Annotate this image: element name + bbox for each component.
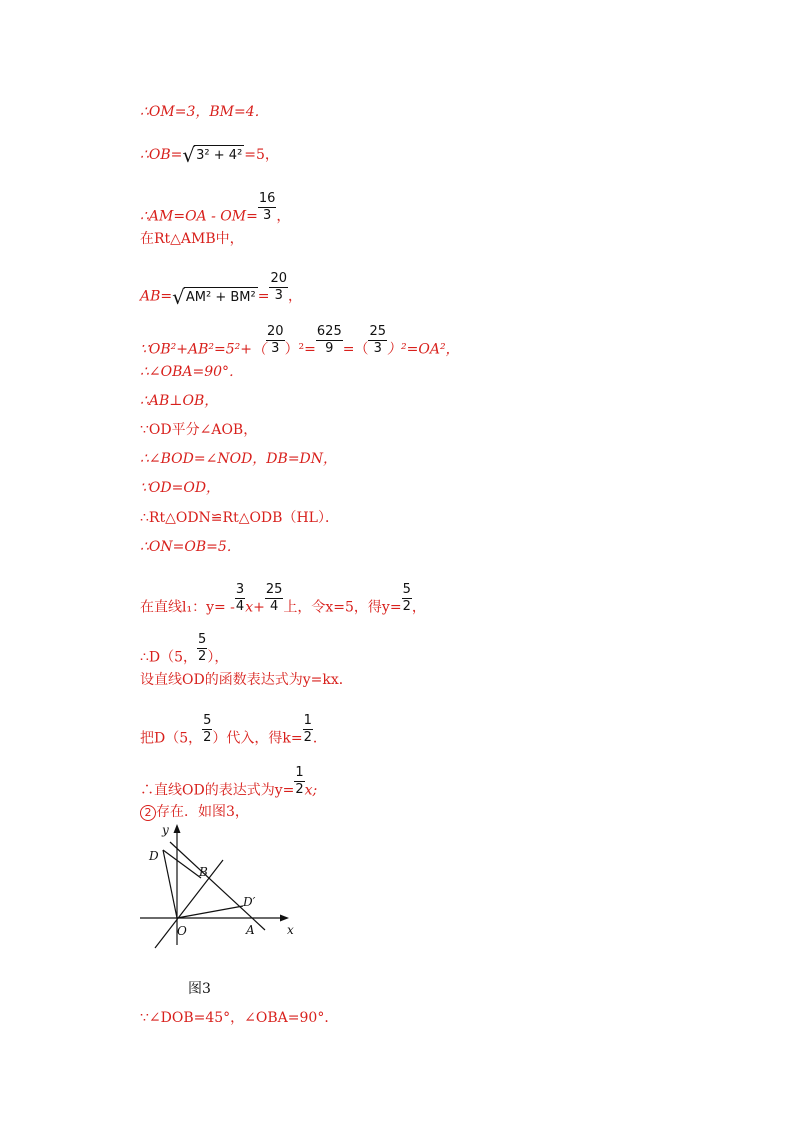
text-fragment: ， bbox=[276, 208, 291, 225]
label-o: O bbox=[177, 924, 187, 938]
segment-od bbox=[163, 850, 177, 918]
label-d: D bbox=[149, 849, 159, 863]
label-d-prime: D′ bbox=[243, 895, 256, 909]
solution-line-substitute bbox=[140, 713, 327, 755]
solution-line-point-d bbox=[140, 632, 229, 674]
solution-line-ob bbox=[140, 143, 279, 167]
fraction: $\frac{1}{2}$ bbox=[303, 713, 312, 745]
solution-line-angle-oba: ∴∠OBA=90°． bbox=[140, 364, 244, 380]
solution-line-set-od: 设直线OD的函数表达式为y=kx． bbox=[140, 672, 353, 688]
fraction: $\frac{5}{2}$ bbox=[402, 582, 411, 614]
solution-line-angle-bod: ∴∠BOD=∠NOD，DB=DN， bbox=[140, 451, 338, 467]
text-fragment: ）代入，得k= bbox=[212, 730, 303, 747]
y-axis-arrow bbox=[174, 824, 181, 833]
solution-line-part-2 bbox=[140, 804, 249, 821]
text-fragment: x; bbox=[304, 782, 318, 799]
text-fragment: 把D（5， bbox=[140, 730, 203, 747]
solution-line-congruent: ∴Rt△ODN≌Rt△ODB（HL）． bbox=[140, 510, 339, 526]
figure-caption: 图3 bbox=[188, 981, 211, 997]
circled-number-2: 2 bbox=[140, 805, 156, 821]
solution-line-ob-ab-squares bbox=[140, 324, 460, 366]
segment-db bbox=[163, 850, 201, 878]
figure-3-diagram bbox=[135, 820, 305, 950]
text-fragment: =5， bbox=[244, 147, 279, 163]
text-fragment: ∴AM=OA - OM= bbox=[140, 208, 258, 225]
solution-line-od-expression bbox=[140, 765, 318, 807]
text-fragment: 在直线l₁：y= - bbox=[140, 599, 235, 616]
text-fragment: ， bbox=[411, 599, 426, 616]
solution-line-rt-amb: 在Rt△AMB中， bbox=[140, 231, 244, 247]
solution-line-ab-perp-ob: ∴AB⊥OB， bbox=[140, 393, 219, 409]
label-y: y bbox=[162, 823, 169, 837]
solution-line-on-ob: ∴ON=OB=5． bbox=[140, 539, 241, 555]
text-fragment: 上，令x=5，得y= bbox=[283, 599, 402, 616]
solution-line-od-bisects: ∵OD平分∠AOB， bbox=[140, 422, 258, 438]
text-fragment: ）， bbox=[207, 649, 229, 666]
text-fragment: ）²= bbox=[284, 341, 316, 358]
label-b: B bbox=[199, 865, 208, 879]
solution-line-am bbox=[140, 191, 291, 233]
fraction: $\frac{625}{9}$ bbox=[316, 324, 342, 356]
line-ob bbox=[155, 860, 223, 948]
fraction: $\frac{5}{2}$ bbox=[198, 632, 207, 664]
solution-line-ab bbox=[140, 271, 302, 313]
text-fragment: ∴直线OD的表达式为y= bbox=[140, 782, 295, 799]
fraction: $\frac{5}{2}$ bbox=[203, 713, 212, 745]
solution-line-om-bm: ∴OM=3，BM=4． bbox=[140, 104, 269, 120]
text-fragment: ∵OB²+AB²=5²+（ bbox=[140, 341, 267, 358]
sqrt-expression: √AM² + BM² bbox=[172, 284, 256, 309]
text-fragment: =（ bbox=[342, 341, 369, 358]
text-fragment: ∴D（5， bbox=[140, 649, 198, 666]
fraction: $\frac{20}{3}$ bbox=[267, 324, 284, 356]
text-fragment: x+ bbox=[245, 599, 265, 616]
text-fragment: AB= bbox=[140, 288, 173, 305]
fraction: $\frac{25}{4}$ bbox=[265, 582, 283, 614]
fraction: $\frac{20}{3}$ bbox=[270, 271, 287, 303]
label-a: A bbox=[246, 923, 255, 937]
fraction: $\frac{1}{2}$ bbox=[295, 765, 304, 797]
label-x: x bbox=[287, 923, 294, 937]
fraction: $\frac{25}{3}$ bbox=[369, 324, 387, 356]
text-fragment: = bbox=[257, 288, 270, 305]
text-fragment: ， bbox=[288, 288, 302, 305]
segment-od-prime bbox=[177, 906, 243, 918]
text-fragment: ）²=OA²， bbox=[387, 341, 460, 358]
text-fragment: ． bbox=[312, 730, 327, 747]
sqrt-expression: √3² + 4² bbox=[182, 143, 243, 167]
fraction: $\frac{3}{4}$ bbox=[235, 582, 245, 614]
solution-line-angle-dob: ∵∠DOB=45°，∠OBA=90°． bbox=[140, 1010, 339, 1026]
x-axis-arrow bbox=[280, 915, 289, 922]
text-fragment: ∴OB= bbox=[140, 147, 183, 163]
solution-line-line-l1 bbox=[140, 582, 426, 624]
fraction: $\frac{16}{3}$ bbox=[258, 191, 276, 223]
text-fragment: 存在．如图3， bbox=[156, 804, 249, 820]
solution-line-od-eq: ∵OD=OD， bbox=[140, 480, 221, 496]
